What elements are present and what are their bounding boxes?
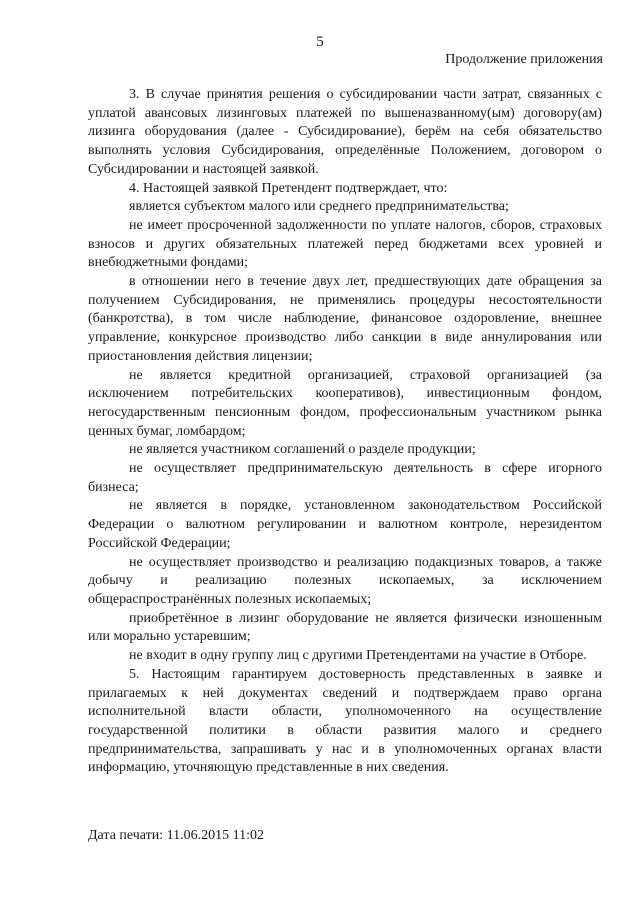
condition-item: не является в порядке, установленном законодательством Российской Федерации о валютном регулировании и валютном контроле, нерезидентом Российской Федерации; [88,498,602,551]
continuation-label: Продолжение приложения [445,52,603,67]
condition-item: не имеет просроченной задолженности по уплате налогов, сборов, страховых взносов и других обязательных платежей перед бюджетами всех уровней и внебюджетными фондами; [88,217,602,271]
condition-item: не является кредитной организацией, страховой организацией (за исключением потребительских кооперативов), инвестиционным фондом, негосударственным пенсионным фондом, профессиональным участником рынка ценных бумаг, ломбардом; [88,367,602,439]
paragraph-4-intro: 4. Настоящей заявкой Претендент подтверждает, что: [129,180,448,196]
condition-item: является субъектом малого или среднего предпринимательства; [129,199,509,215]
condition-item: не входит в одну группу лиц с другими Претендентами на участие в Отборе. [129,648,587,664]
condition-item: не осуществляет предпринимательскую деятельность в сфере игорного бизнеса; [88,461,602,495]
condition-item: не осуществляет производство и реализацию подакцизных товаров, а также добычу и реализацию полезных ископаемых, за исключением общераспространённых полезных ископаемых; [88,554,602,607]
paragraph-5-guarantee: 5. Настоящим гарантируем достоверность представленных в заявке и прилагаемых к ней документах сведений и подтверждаем право органа исполнительной власти области, уполномоченного на осуществление государственной политики в области развития малого и среднего предпринимательства, запрашивать у нас и в уполномоченных органах власти информацию, уточняющую представленные в них сведения. [88,666,602,776]
condition-item: не является участником соглашений о разделе продукции; [129,442,476,458]
condition-item: приобретённое в лизинг оборудование не является физически изношенным или морально устаревшим; [88,610,602,645]
document-body [88,86,602,778]
paragraph-3-obligation: 3. В случае принятия решения о субсидировании части затрат, связанных с уплатой авансовых лизинговых платежей по вышеназванному(ым) договору(ам) лизинга оборудования (далее - Субсидирование), берём на себя обязательство выполнять условия Субсидирования, определённые Положением, договором о Субсидировании и настоящей заявкой. [88,87,602,177]
print-date: Дата печати: 11.06.2015 11:02 [88,828,265,843]
page-number: 5 [316,34,324,50]
condition-item: в отношении него в течение двух лет, предшествующих дате обращения за получением Субсидирования, не применялись процедуры несостоятельности (банкротства), в том числе наблюдение, финансовое оздоровление, внешнее управление, конкурсное производство либо санкции в виде аннулирования или приостановления действия лицензии; [88,274,602,364]
